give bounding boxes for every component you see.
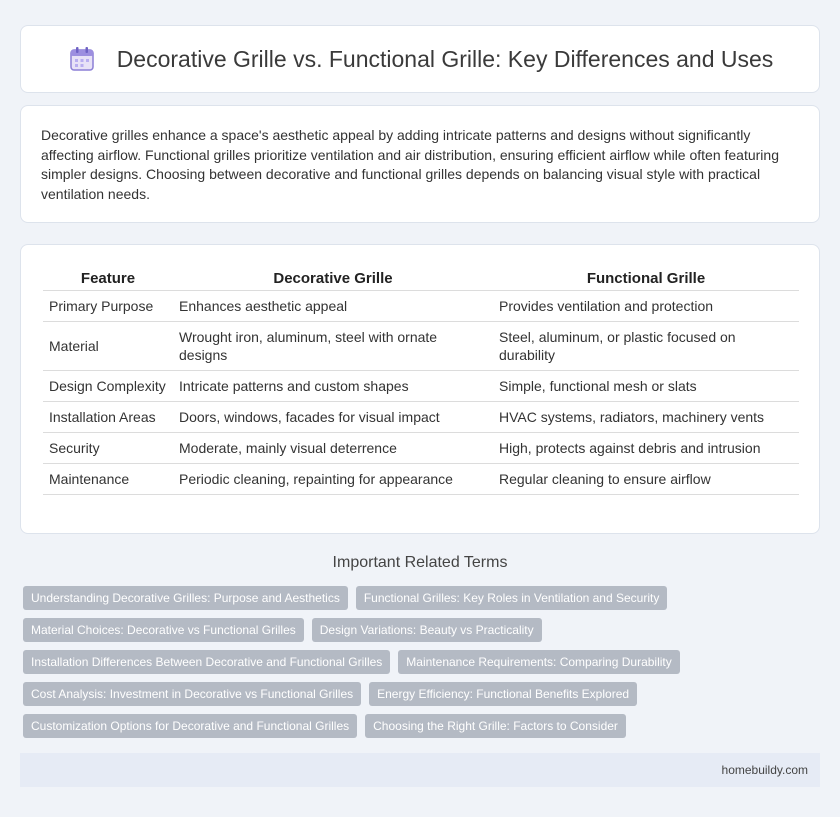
table-cell: Provides ventilation and protection xyxy=(493,291,799,322)
related-term-tag[interactable]: Customization Options for Decorative and Functional Grilles xyxy=(23,714,357,738)
table-row xyxy=(43,322,799,371)
related-terms-list xyxy=(23,586,823,746)
table-cell: High, protects against debris and intrusion xyxy=(493,433,799,464)
table-cell: Enhances aesthetic appeal xyxy=(173,291,493,322)
related-term-tag[interactable]: Maintenance Requirements: Comparing Durability xyxy=(398,650,679,674)
related-term-tag[interactable]: Understanding Decorative Grilles: Purpose and Aesthetics xyxy=(23,586,348,610)
table-cell: Material xyxy=(43,322,173,371)
table-cell: Maintenance xyxy=(43,464,173,495)
table-cell: Moderate, mainly visual deterrence xyxy=(173,433,493,464)
table-row xyxy=(43,433,799,464)
related-terms-heading: Important Related Terms xyxy=(332,554,508,571)
tag-row xyxy=(23,650,823,674)
comparison-table xyxy=(43,263,799,495)
table-cell: Steel, aluminum, or plastic focused on durability xyxy=(493,322,799,371)
table-cell: Design Complexity xyxy=(43,371,173,402)
column-header-decorative: Decorative Grille xyxy=(173,263,493,291)
table-cell: Security xyxy=(43,433,173,464)
table-row xyxy=(43,371,799,402)
tag-row xyxy=(23,618,823,642)
page-title: Decorative Grille vs. Functional Grille: Key Differences and Uses xyxy=(116,45,774,72)
tag-row xyxy=(23,682,823,706)
footer-site-link[interactable]: homebuildy.com xyxy=(721,763,808,777)
column-header-feature: Feature xyxy=(43,263,173,291)
related-term-tag[interactable]: Energy Efficiency: Functional Benefits Explored xyxy=(369,682,637,706)
calendar-icon xyxy=(67,44,97,74)
footer xyxy=(20,753,820,787)
tag-row xyxy=(23,586,823,610)
table-cell: Regular cleaning to ensure airflow xyxy=(493,464,799,495)
related-term-tag[interactable]: Choosing the Right Grille: Factors to Consider xyxy=(365,714,626,738)
table-cell: Periodic cleaning, repainting for appearance xyxy=(173,464,493,495)
related-term-tag[interactable]: Material Choices: Decorative vs Functional Grilles xyxy=(23,618,304,642)
tag-row xyxy=(23,714,823,738)
table-cell: Primary Purpose xyxy=(43,291,173,322)
intro-text: Decorative grilles enhance a space's aesthetic appeal by adding intricate patterns and designs without significantly affecting airflow. Functional grilles prioritize ventilation and air distribution, ensuring efficient airflow while often featuring simpler designs. Choosing between decorative and functional grilles depends on balancing visual style with practical ventilation needs. xyxy=(41,127,779,202)
table-header-row xyxy=(43,263,799,291)
table-cell: Simple, functional mesh or slats xyxy=(493,371,799,402)
table-cell: Wrought iron, aluminum, steel with ornate designs xyxy=(173,322,493,371)
related-term-tag[interactable]: Design Variations: Beauty vs Practicality xyxy=(312,618,542,642)
related-term-tag[interactable]: Installation Differences Between Decorative and Functional Grilles xyxy=(23,650,390,674)
header-card xyxy=(20,25,820,93)
table-cell: HVAC systems, radiators, machinery vents xyxy=(493,402,799,433)
table-cell: Doors, windows, facades for visual impact xyxy=(173,402,493,433)
intro-card xyxy=(20,105,820,223)
table-row xyxy=(43,464,799,495)
table-row xyxy=(43,402,799,433)
table-row xyxy=(43,291,799,322)
comparison-table-card xyxy=(20,244,820,534)
table-cell: Intricate patterns and custom shapes xyxy=(173,371,493,402)
table-cell: Installation Areas xyxy=(43,402,173,433)
related-term-tag[interactable]: Cost Analysis: Investment in Decorative vs Functional Grilles xyxy=(23,682,361,706)
related-term-tag[interactable]: Functional Grilles: Key Roles in Ventilation and Security xyxy=(356,586,667,610)
column-header-functional: Functional Grille xyxy=(493,263,799,291)
